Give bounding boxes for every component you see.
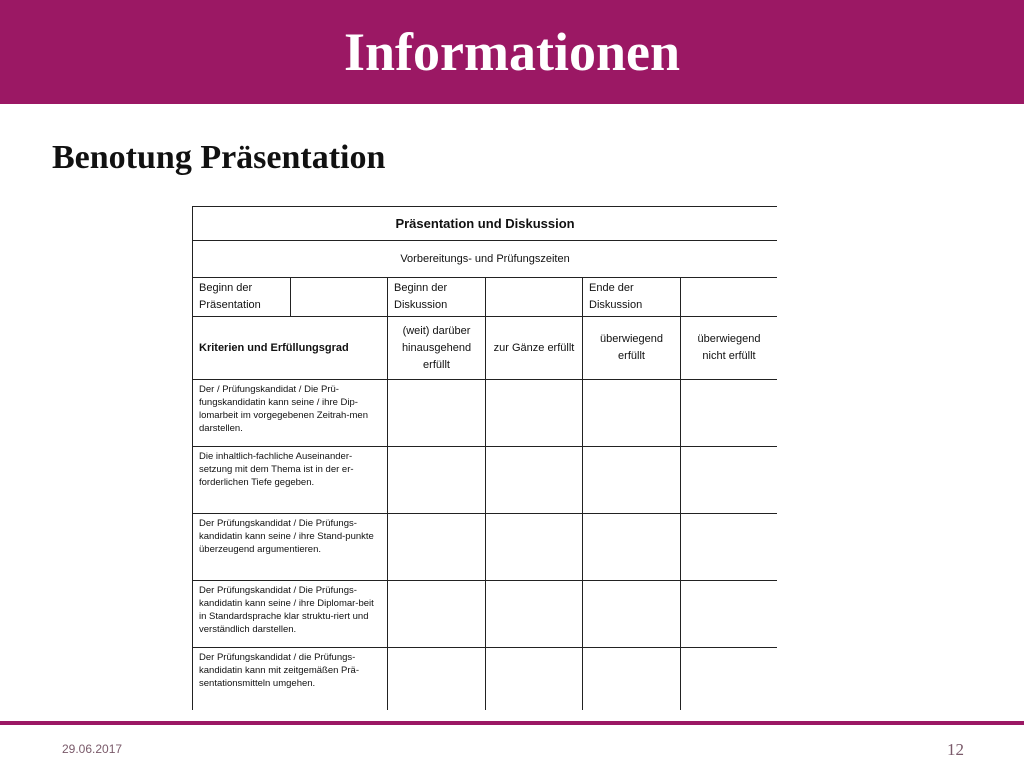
grade-cell <box>681 581 778 648</box>
end-discussion-field <box>681 278 778 317</box>
grade-cell <box>583 447 681 514</box>
criterion-row <box>193 447 778 514</box>
grade-cell <box>486 581 583 648</box>
grade-header: überwiegend erfüllt <box>583 317 681 380</box>
criterion-text: Der Prüfungskandidat / die Prüfungs-kandidatin kann mit zeitgemäßen Prä-sentationsmitteln umgehen. <box>193 648 388 711</box>
grading-table <box>192 206 777 710</box>
grade-cell <box>583 581 681 648</box>
grade-cell <box>486 447 583 514</box>
grade-cell <box>583 514 681 581</box>
criterion-row <box>193 380 778 447</box>
grade-cell <box>388 380 486 447</box>
grade-header: zur Gänze erfüllt <box>486 317 583 380</box>
grade-header: überwiegend nicht erfüllt <box>681 317 778 380</box>
criteria-header: Kriterien und Erfüllungsgrad <box>193 317 388 380</box>
page-number: 12 <box>947 740 964 759</box>
grade-cell <box>388 648 486 711</box>
form-heading: Präsentation und Diskussion <box>193 207 778 241</box>
footer-divider <box>0 721 1024 725</box>
start-discussion-field <box>486 278 583 317</box>
grade-cell <box>681 447 778 514</box>
grade-cell <box>486 648 583 711</box>
slide-title: Informationen <box>344 22 680 82</box>
grade-cell <box>388 581 486 648</box>
grade-header: (weit) darüber hinausgehend erfüllt <box>388 317 486 380</box>
criterion-text: Der Prüfungskandidat / Die Prüfungs-kandidatin kann seine / ihre Diplomar-beit in Standardsprache klar struktu-riert und verständlich darstellen. <box>193 581 388 648</box>
grade-cell <box>486 514 583 581</box>
slide-subtitle: Benotung Präsentation <box>52 139 386 176</box>
grade-cell <box>681 648 778 711</box>
grade-cell <box>388 514 486 581</box>
grade-cell <box>486 380 583 447</box>
criterion-row <box>193 648 778 711</box>
criterion-text: Der / Prüfungskandidat / Die Prü-fungskandidatin kann seine / ihre Dip-lomarbeit im vorgegebenen Zeitrah-men darstellen. <box>193 380 388 447</box>
criterion-text: Die inhaltlich-fachliche Auseinander-setzung mit dem Thema ist in der er-forderlichen Tiefe gegeben. <box>193 447 388 514</box>
form-subheading: Vorbereitungs- und Prüfungszeiten <box>193 241 778 278</box>
grading-form <box>192 206 777 710</box>
criterion-row <box>193 581 778 648</box>
grade-cell <box>583 380 681 447</box>
grade-cell <box>583 648 681 711</box>
grade-cell <box>388 447 486 514</box>
grade-cell <box>681 514 778 581</box>
start-presentation-field <box>291 278 388 317</box>
end-discussion-label: Ende der Diskussion <box>583 278 681 317</box>
criterion-row <box>193 514 778 581</box>
start-discussion-label: Beginn der Diskussion <box>388 278 486 317</box>
start-presentation-label: Beginn der Präsentation <box>193 278 291 317</box>
footer-date: 29.06.2017 <box>62 742 123 756</box>
criterion-text: Der Prüfungskandidat / Die Prüfungs-kandidatin kann seine / ihre Stand-punkte überzeugend argumentieren. <box>193 514 388 581</box>
grade-cell <box>681 380 778 447</box>
